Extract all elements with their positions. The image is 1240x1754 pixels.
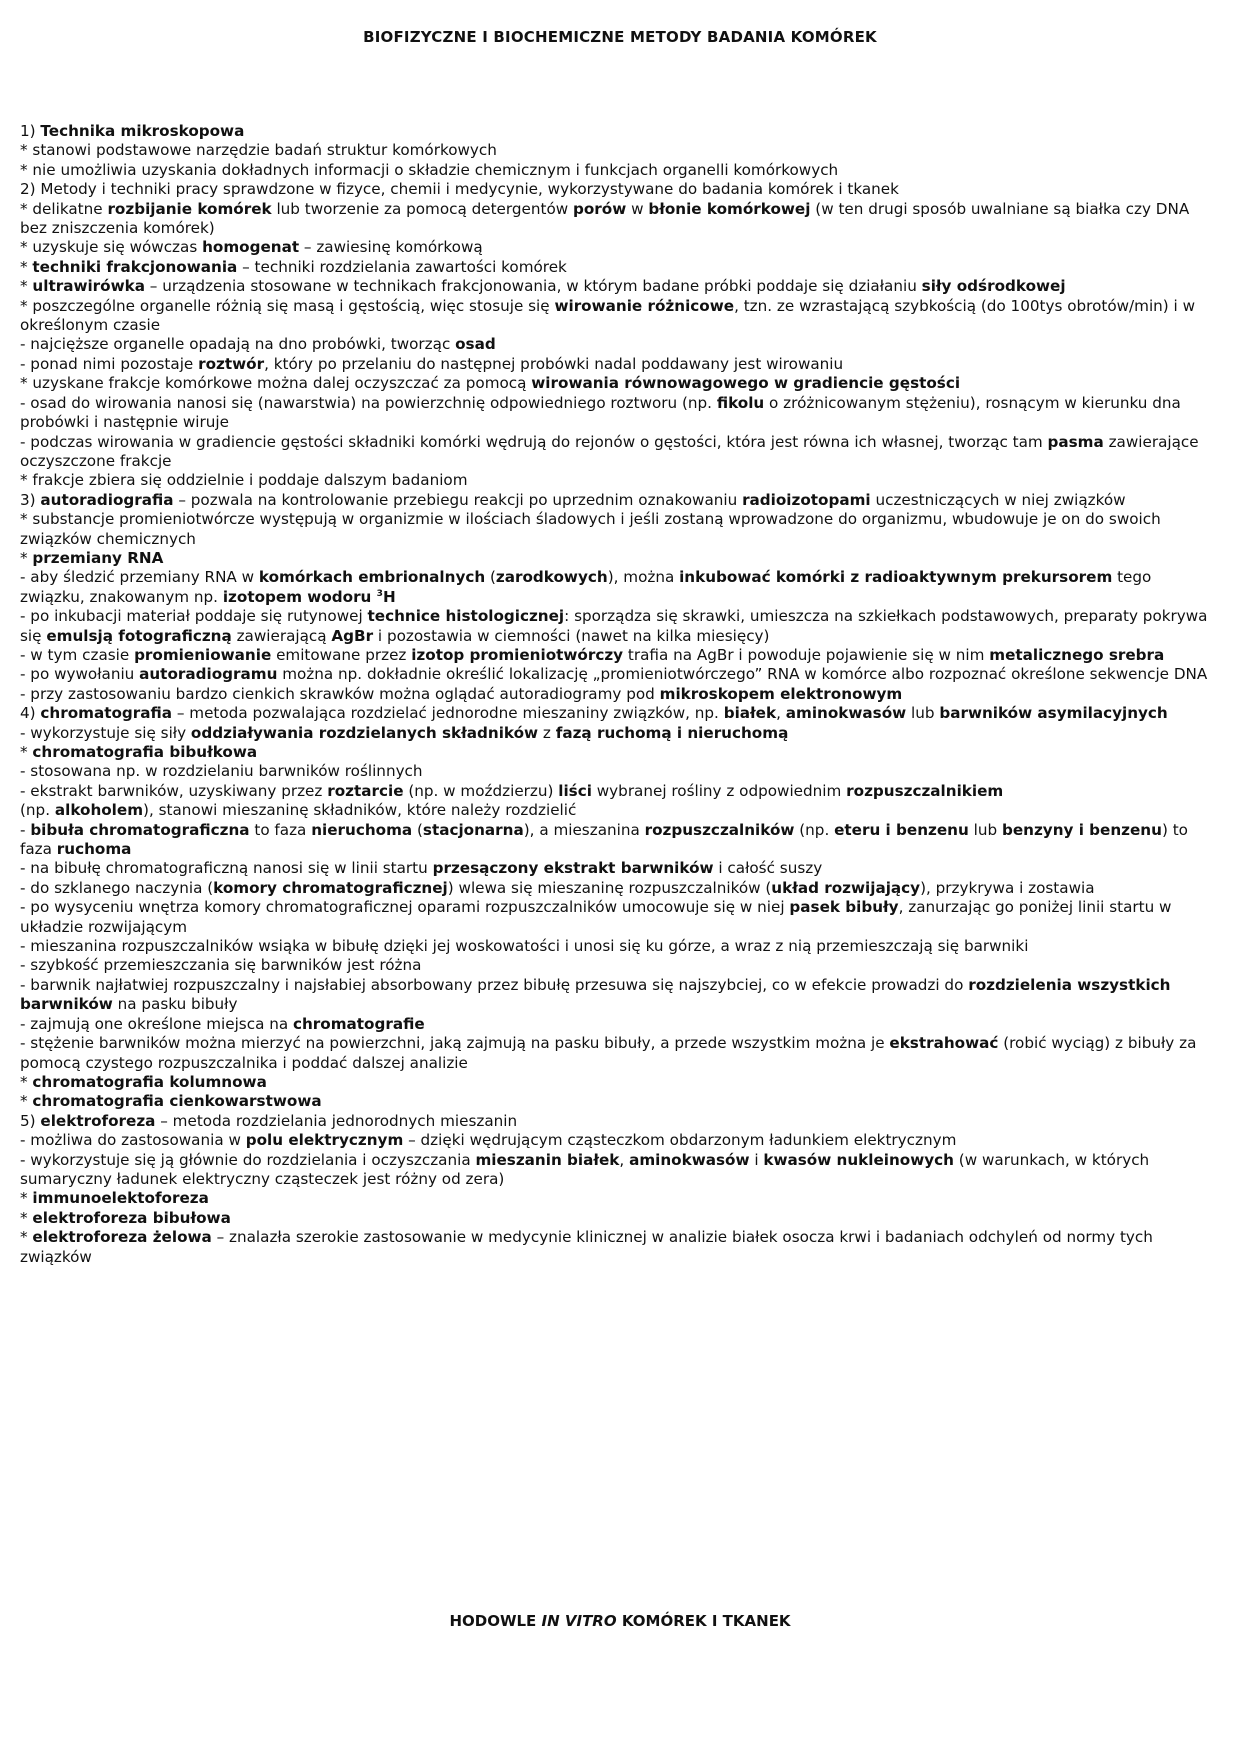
text-line bbox=[20, 394, 1220, 433]
text-run: * substancje promieniotwórcze występują w organizmie w ilościach śladowych i jeśli zostaną wprowadzone do organizmu, wbudowuje je on do swoich związków chemicznych bbox=[20, 510, 1161, 548]
text-run: lub bbox=[968, 820, 1002, 839]
text-run: – zawiesinę komórkową bbox=[299, 238, 483, 257]
text-line bbox=[20, 277, 1220, 296]
text-line bbox=[20, 471, 1220, 490]
bold-text-run: radioizotopami bbox=[742, 490, 871, 509]
text-line bbox=[20, 180, 1220, 199]
text-line bbox=[20, 1034, 1220, 1073]
text-line bbox=[20, 956, 1220, 975]
text-run: * poszczególne organelle różnią się masą i gęstością, więc stosuje się bbox=[20, 296, 555, 315]
text-line bbox=[20, 685, 1220, 704]
bold-text-run: wirowanie różnicowe bbox=[554, 296, 735, 315]
text-run: * uzyskane frakcje komórkowe można dalej oczyszczać za pomocą bbox=[20, 374, 532, 393]
text-run: – dzięki wędrującym cząsteczkom obdarzonym ładunkiem elektrycznym bbox=[403, 1131, 957, 1150]
text-run: 4) bbox=[20, 704, 41, 723]
text-run: i bbox=[749, 1150, 764, 1169]
bold-text-run: roztarcie bbox=[327, 781, 404, 800]
text-run: - stosowana np. w rozdzielaniu barwników roślinnych bbox=[20, 762, 423, 781]
bold-text-run: rozpuszczalników bbox=[644, 820, 795, 839]
text-run: trafia na AgBr i powoduje pojawienie się w nim bbox=[623, 645, 990, 664]
bold-text-run: barwników asymilacyjnych bbox=[939, 704, 1168, 723]
text-run: - zajmują one określone miejsca na bbox=[20, 1014, 293, 1033]
section-title-post: KOMÓREK I TKANEK bbox=[616, 1612, 791, 1630]
bold-text-run: chromatografia bibułkowa bbox=[32, 743, 258, 761]
text-line bbox=[20, 1112, 1220, 1131]
text-run: * bbox=[20, 1072, 33, 1091]
bold-text-run: fikolu bbox=[716, 393, 765, 412]
text-line bbox=[20, 1015, 1220, 1034]
text-run: - po inkubacji materiał poddaje się rutynowej bbox=[20, 607, 368, 626]
text-run: - po wywołaniu bbox=[20, 665, 140, 684]
text-run: lub bbox=[906, 704, 940, 723]
bold-text-run: mikroskopem elektronowym bbox=[659, 684, 903, 703]
bold-text-run: ruchoma bbox=[56, 840, 132, 859]
text-run: - szybkość przemieszczania się barwników jest różna bbox=[20, 956, 422, 975]
text-run: ) to faza bbox=[20, 820, 1188, 859]
text-run: ), można bbox=[607, 568, 680, 587]
text-run: tego związku, znakowanym np. bbox=[20, 568, 1152, 606]
bold-text-run: ekstrahować bbox=[889, 1034, 999, 1053]
text-run: – urządzenia stosowane w technikach frakcjonowania, w którym badane próbki poddaje się działaniu bbox=[144, 277, 922, 296]
text-line bbox=[20, 782, 1220, 801]
text-run: (np. w moździerzu) bbox=[403, 781, 559, 800]
text-run: 2) Metody i techniki pracy sprawdzone w fizyce, chemii i medycynie, wykorzystywane do badania komórek i tkanek bbox=[20, 180, 899, 199]
text-line bbox=[20, 704, 1220, 723]
text-run: * stanowi podstawowe narzędzie badań struktur komórkowych bbox=[20, 141, 497, 160]
bold-text-run: pasek bibuły bbox=[789, 898, 899, 917]
text-line bbox=[20, 335, 1220, 354]
bold-text-run: bibuła chromatograficzna bbox=[30, 820, 250, 839]
text-run: (np. bbox=[794, 820, 835, 839]
bold-text-run: chromatografia cienkowarstwowa bbox=[32, 1092, 322, 1111]
text-line bbox=[20, 491, 1220, 510]
text-run: wybranej rośliny z odpowiednim bbox=[591, 781, 847, 800]
text-run: i całość suszy bbox=[713, 859, 823, 878]
text-line bbox=[20, 859, 1220, 878]
bold-text-run: aminokwasów bbox=[629, 1150, 750, 1169]
text-line bbox=[20, 1151, 1220, 1190]
text-run: (w ten drugi sposób uwalniane są białka czy DNA bez zniszczenia komórek) bbox=[20, 199, 1190, 238]
bold-text-run: siły odśrodkowej bbox=[921, 277, 1066, 296]
text-run: - najcięższe organelle opadają na dno probówki, tworząc bbox=[20, 335, 456, 354]
text-run: , tzn. ze wzrastającą szybkością (do 100tys obrotów/min) i w określonym czasie bbox=[20, 296, 1196, 335]
bold-text-run: nieruchoma bbox=[311, 820, 413, 839]
bold-text-run: metalicznego srebra bbox=[989, 645, 1165, 664]
text-line bbox=[20, 355, 1220, 374]
bold-text-run: rozbijanie komórek bbox=[107, 199, 272, 218]
text-run: - przy zastosowaniu bardzo cienkich skrawków można oglądać autoradiogramy pod bbox=[20, 684, 660, 703]
text-run: - osad do wirowania nanosi się (nawarstwia) na powierzchnię odpowiedniego roztworu (np. bbox=[20, 393, 717, 412]
bold-text-run: izotopem wodoru bbox=[222, 587, 377, 606]
section-title-italic: IN VITRO bbox=[541, 1612, 617, 1630]
text-run: – metoda rozdzielania jednorodnych mieszanin bbox=[155, 1111, 518, 1130]
bold-text-run: chromatografia bbox=[40, 704, 173, 723]
text-run: * bbox=[20, 743, 33, 761]
text-run: ), przykrywa i zostawia bbox=[920, 878, 1095, 897]
text-run: * frakcje zbiera się oddzielnie i poddaje dalszym badaniom bbox=[20, 471, 468, 490]
bold-text-run: AgBr bbox=[331, 626, 374, 645]
text-run: * bbox=[20, 1189, 33, 1208]
text-run: - mieszanina rozpuszczalników wsiąka w bibułę dzięki jej woskowatości i unosi się ku górze, a wraz z nią przemieszczają się barwniki bbox=[20, 937, 1029, 956]
text-run: - wykorzystuje się siły bbox=[20, 723, 191, 742]
document-body bbox=[20, 122, 1220, 1267]
text-run: – znalazła szerokie zastosowanie w medycynie klinicznej w analizie białek osocza krwi i badaniach odchyleń od normy tych związków bbox=[20, 1228, 1153, 1266]
bold-text-run: pasma bbox=[1047, 432, 1104, 451]
text-line bbox=[20, 238, 1220, 257]
bold-text-run: roztwór bbox=[198, 354, 265, 373]
bold-text-run: błonie komórkowej bbox=[648, 199, 811, 218]
text-line bbox=[20, 898, 1220, 937]
bold-text-run: autoradiogramu bbox=[139, 665, 278, 684]
bold-text-run: komory chromatograficznej bbox=[213, 878, 448, 897]
bold-text-run: eteru i benzenu bbox=[834, 820, 969, 839]
bold-text-run: emulsją fotograficzną bbox=[46, 626, 232, 645]
text-run: , bbox=[619, 1150, 630, 1169]
text-run: * uzyskuje się wówczas bbox=[20, 238, 203, 257]
bold-text-run: promieniowanie bbox=[134, 645, 272, 664]
bold-text-run: technice histologicznej bbox=[367, 607, 565, 626]
text-run: - po wysyceniu wnętrza komory chromatograficznej oparami rozpuszczalników umocowuje się w niej bbox=[20, 898, 790, 917]
bold-text-run: białek bbox=[723, 704, 777, 723]
bold-text-run: przemiany RNA bbox=[32, 548, 164, 567]
text-run: - podczas wirowania w gradiencie gęstości składniki komórki wędrują do rejonów o gęstości, która jest równa ich własnej, tworząc tam bbox=[20, 432, 1048, 451]
text-line bbox=[20, 743, 1220, 762]
text-line bbox=[20, 937, 1220, 956]
bold-text-run: oddziaływania rozdzielanych składników bbox=[190, 723, 539, 742]
bold-text-run: kwasów nukleinowych bbox=[763, 1150, 954, 1169]
text-run: ), a mieszanina bbox=[523, 820, 645, 839]
text-line bbox=[20, 258, 1220, 277]
bold-text-run: inkubować komórki z radioaktywnym prekursorem bbox=[679, 568, 1113, 587]
text-run: i pozostawia w ciemności (nawet na kilka miesięcy) bbox=[373, 626, 770, 645]
bold-text-run: przesączony ekstrakt barwników bbox=[432, 859, 714, 878]
bold-text-run: zarodkowych bbox=[495, 568, 608, 587]
bold-text-run: stacjonarna bbox=[422, 820, 524, 839]
text-run: na pasku bibuły bbox=[112, 995, 238, 1014]
text-line bbox=[20, 510, 1220, 549]
bold-text-run: benzyny i benzenu bbox=[1001, 820, 1162, 839]
text-line bbox=[20, 724, 1220, 743]
bold-text-run: polu elektrycznym bbox=[245, 1131, 404, 1150]
text-line bbox=[20, 607, 1220, 646]
text-line bbox=[20, 1131, 1220, 1150]
text-line bbox=[20, 1189, 1220, 1208]
text-run: : sporządza się skrawki, umieszcza na szkiełkach podstawowych, preparaty pokrywa się bbox=[20, 607, 1208, 645]
text-run: - aby śledzić przemiany RNA w bbox=[20, 568, 259, 587]
bold-text-run: osad bbox=[455, 335, 496, 354]
text-run: zawierające oczyszczone frakcje bbox=[20, 432, 1199, 470]
text-run: - na bibułę chromatograficzną nanosi się w linii startu bbox=[20, 859, 433, 878]
text-run: - w tym czasie bbox=[20, 645, 135, 664]
text-run: - ekstrakt barwników, uzyskiwany przez bbox=[20, 781, 328, 800]
bold-text-run: immunoelektoforeza bbox=[32, 1189, 209, 1208]
text-run: – techniki rozdzielania zawartości komórek bbox=[237, 257, 567, 276]
bold-text-run: izotop promieniotwórczy bbox=[411, 645, 624, 664]
bold-text-run: układ rozwijający bbox=[771, 878, 921, 897]
text-run: o zróżnicowanym stężeniu), rosnącym w kierunku dna probówki i następnie wiruje bbox=[20, 393, 1181, 432]
text-line bbox=[20, 1073, 1220, 1092]
bold-text-run: mieszanin białek bbox=[475, 1150, 620, 1169]
text-run: (np. bbox=[20, 801, 55, 820]
text-line bbox=[20, 1092, 1220, 1111]
section-title bbox=[0, 1612, 1240, 1630]
text-run: * nie umożliwia uzyskania dokładnych informacji o składzie chemicznym i funkcjach organelli komórkowych bbox=[20, 160, 839, 179]
text-run: - ponad nimi pozostaje bbox=[20, 354, 199, 373]
text-run: ) wlewa się mieszaninę rozpuszczalników ( bbox=[447, 878, 772, 897]
bold-text-run: H bbox=[382, 587, 396, 606]
text-line bbox=[20, 1228, 1220, 1267]
text-line bbox=[20, 646, 1220, 665]
text-run: (robić wyciąg) z bibuły za pomocą czystego rozpuszczalnika i poddać dalszej analizie bbox=[20, 1034, 1197, 1072]
text-run: - możliwa do zastosowania w bbox=[20, 1131, 246, 1150]
bold-text-run: fazą ruchomą i nieruchomą bbox=[555, 723, 789, 742]
text-run: – pozwala na kontrolowanie przebiegu reakcji po uprzednim oznakowaniu bbox=[173, 490, 743, 509]
text-run: ( bbox=[485, 568, 496, 587]
text-run: , bbox=[776, 704, 786, 723]
bold-text-run: rozpuszczalnikiem bbox=[846, 781, 1004, 800]
text-line bbox=[20, 433, 1220, 472]
text-run: - stężenie barwników można mierzyć na powierzchni, jaką zajmują na pasku bibuły, a przede wszystkim można je bbox=[20, 1034, 890, 1053]
text-run: ( bbox=[412, 820, 423, 839]
text-line bbox=[20, 297, 1220, 336]
text-run: * bbox=[20, 1228, 33, 1247]
document-title: BIOFIZYCZNE I BIOCHEMICZNE METODY BADANIA KOMÓREK bbox=[363, 28, 877, 46]
bold-text-run: liści bbox=[558, 781, 592, 800]
text-run: - barwnik najłatwiej rozpuszczalny i najsłabiej absorbowany przez bibułę przesuwa się najszybciej, co w efekcie prowadzi do bbox=[20, 975, 969, 994]
text-run: - do szklanego naczynia ( bbox=[20, 878, 214, 897]
text-line bbox=[20, 665, 1220, 684]
text-run: 1) bbox=[20, 122, 41, 140]
bold-text-run: ultrawirówka bbox=[32, 277, 145, 296]
text-run: 5) bbox=[20, 1111, 41, 1130]
text-line bbox=[20, 568, 1220, 607]
bold-text-run: wirowania równowagowego w gradiencie gęstości bbox=[531, 374, 961, 393]
text-run: - wykorzystuje się ją głównie do rozdzielania i oczyszczania bbox=[20, 1150, 476, 1169]
text-run: , który po przelaniu do następnej probówki nadal poddawany jest wirowaniu bbox=[264, 354, 844, 373]
text-line bbox=[20, 1209, 1220, 1228]
text-line bbox=[20, 879, 1220, 898]
text-line bbox=[20, 801, 1220, 820]
text-run: zawierającą bbox=[231, 626, 332, 645]
bold-text-run: chromatografia kolumnowa bbox=[32, 1072, 267, 1091]
bold-text-run: aminokwasów bbox=[785, 704, 907, 723]
bold-text-run: komórkach embrionalnych bbox=[258, 568, 486, 587]
text-run: * bbox=[20, 548, 33, 567]
text-line bbox=[20, 976, 1220, 1015]
bold-text-run: alkoholem bbox=[54, 801, 144, 820]
text-line bbox=[20, 141, 1220, 160]
text-run: * bbox=[20, 257, 33, 276]
bold-text-run: Technika mikroskopowa bbox=[40, 122, 245, 140]
text-run: * delikatne bbox=[20, 199, 108, 218]
bold-text-run: autoradiografia bbox=[40, 490, 174, 509]
text-run: - bbox=[20, 820, 31, 839]
text-line bbox=[20, 821, 1220, 860]
text-run: * bbox=[20, 1208, 33, 1227]
bold-text-run: rozdzielenia wszystkich barwników bbox=[20, 975, 1171, 1014]
text-line bbox=[20, 762, 1220, 781]
text-run: 3) bbox=[20, 490, 41, 509]
section-title-pre: HODOWLE bbox=[449, 1612, 542, 1630]
text-line bbox=[20, 549, 1220, 568]
text-run: – metoda pozwalająca rozdzielać jednorodne mieszaniny związków, np. bbox=[172, 704, 724, 723]
text-run: * bbox=[20, 277, 33, 296]
text-line bbox=[20, 200, 1220, 239]
bold-text-run: porów bbox=[573, 199, 627, 218]
text-line bbox=[20, 122, 1220, 141]
bold-text-run: elektroforeza żelowa bbox=[32, 1228, 212, 1247]
bold-text-run: homogenat bbox=[202, 238, 300, 257]
bold-text-run: elektroforeza bbox=[40, 1111, 156, 1130]
text-run: to faza bbox=[249, 820, 312, 839]
text-run: można np. dokładnie określić lokalizację „promieniotwórczego” RNA w komórce albo rozpoznać określone sekwencje DNA bbox=[277, 665, 1208, 684]
text-run: , zanurzając go poniżej linii startu w układzie rozwijającym bbox=[20, 898, 1172, 936]
text-run: uczestniczących w niej związków bbox=[870, 490, 1126, 509]
bold-text-run: 3 bbox=[376, 588, 383, 599]
text-run: (w warunkach, w których sumaryczny ładunek elektryczny cząsteczek jest różny od zera) bbox=[20, 1150, 1150, 1188]
text-run: emitowane przez bbox=[271, 645, 412, 664]
text-line bbox=[20, 374, 1220, 393]
text-run: z bbox=[538, 723, 556, 742]
bold-text-run: chromatografie bbox=[292, 1014, 425, 1033]
bold-text-run: elektroforeza bibułowa bbox=[32, 1208, 231, 1227]
text-line bbox=[20, 161, 1220, 180]
bold-text-run: techniki frakcjonowania bbox=[32, 257, 238, 276]
text-run: * bbox=[20, 1092, 33, 1111]
text-run: w bbox=[626, 199, 649, 218]
text-run: ), stanowi mieszaninę składników, które należy rozdzielić bbox=[143, 801, 577, 820]
text-run: lub tworzenie za pomocą detergentów bbox=[271, 199, 573, 218]
